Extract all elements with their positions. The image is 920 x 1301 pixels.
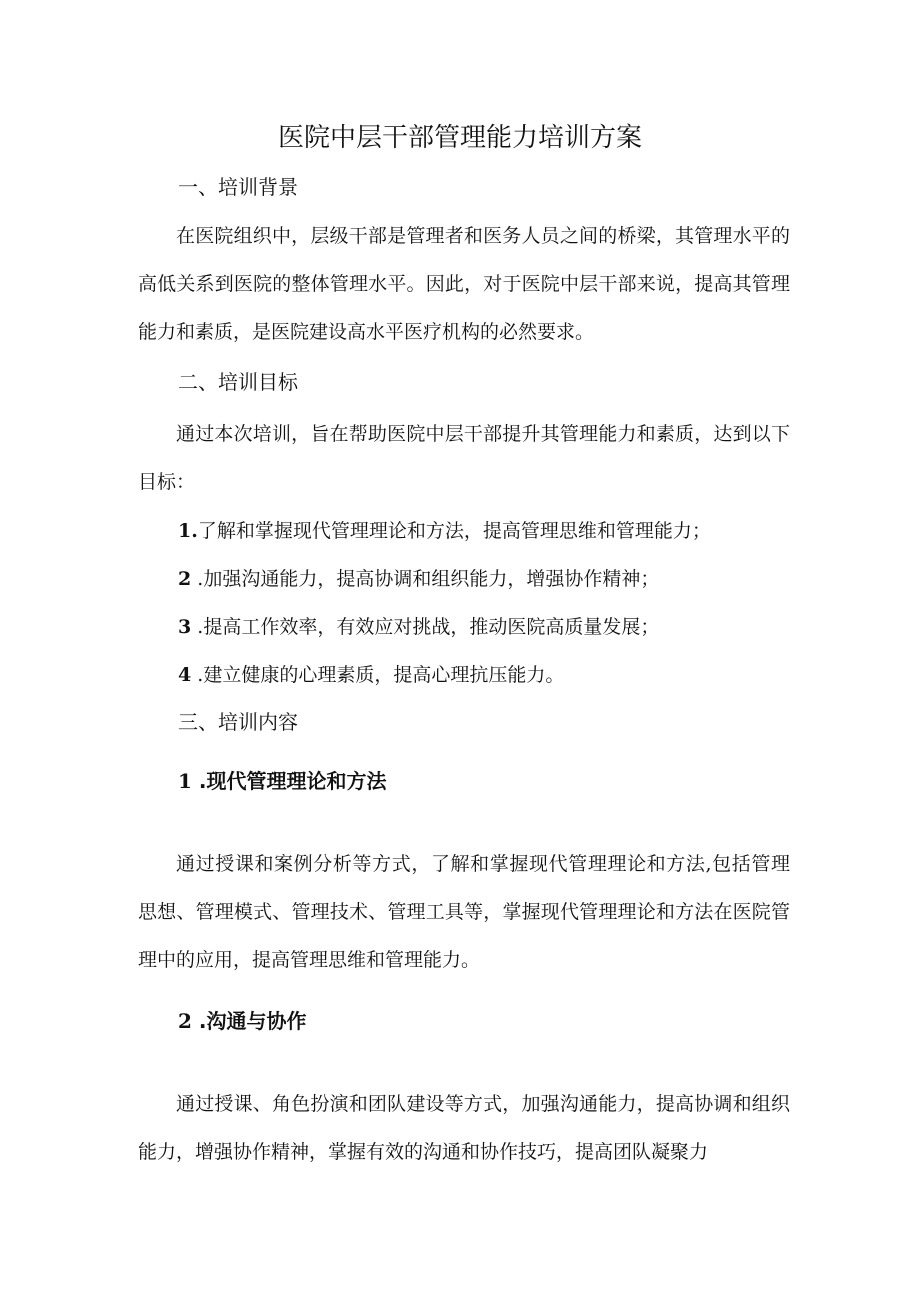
section-heading-background: 一、培训背景 <box>178 175 298 199</box>
content-paragraph-1: 通过授课和案例分析等方式，了解和掌握现代管理理论和方法,包括管理思想、管理模式、管理技术、管理工具等，掌握现代管理理论和方法在医院管理中的应用，提高管理思维和管理能力。 <box>138 853 790 971</box>
content-subheading-1 <box>178 766 386 796</box>
section-heading-content: 三、培训内容 <box>178 710 298 734</box>
goal-item-text: .提高工作效率，有效应对挑战，推动医院高质量发展； <box>191 616 660 638</box>
content-subheading-2 <box>178 1006 306 1036</box>
subheading-number: 2 <box>178 1009 192 1033</box>
goals-paragraph: 通过本次培训，旨在帮助医院中层干部提升其管理能力和素质，达到以下目标： <box>138 423 790 493</box>
subheading-title: .沟通与协作 <box>191 1009 307 1033</box>
subheading-title: .现代管理理论和方法 <box>191 769 387 793</box>
content-paragraph-2: 通过授课、角色扮演和团队建设等方式，加强沟通能力，提高协调和组织能力，增强协作精神，掌握有效的沟通和协作技巧，提高团队凝聚力 <box>138 1093 790 1163</box>
goal-item-number: 3 <box>178 616 192 638</box>
goal-item-3 <box>178 612 659 642</box>
goal-item-4 <box>178 660 564 690</box>
goal-item-text: .建立健康的心理素质，提高心理抗压能力。 <box>191 664 565 686</box>
goal-item-text: 了解和掌握现代管理理论和方法，提高管理思维和管理能力； <box>197 520 711 542</box>
goal-item-number: 2 <box>178 568 192 590</box>
goal-item-2 <box>178 564 659 594</box>
background-paragraph: 在医院组织中，层级干部是管理者和医务人员之间的桥梁，其管理水平的高低关系到医院的整体管理水平。因此，对于医院中层干部来说，提高其管理能力和素质，是医院建设高水平医疗机构的必然要求。 <box>138 225 790 343</box>
subheading-number: 1 <box>178 769 192 793</box>
document-title: 医院中层干部管理能力培训方案 <box>277 123 642 153</box>
goal-item-number: 1. <box>178 520 198 542</box>
section-heading-goals: 二、培训目标 <box>178 370 298 394</box>
goal-item-number: 4 <box>178 664 192 686</box>
goal-item-text: .加强沟通能力，提高协调和组织能力，增强协作精神； <box>191 568 660 590</box>
goal-item-1 <box>178 516 711 546</box>
